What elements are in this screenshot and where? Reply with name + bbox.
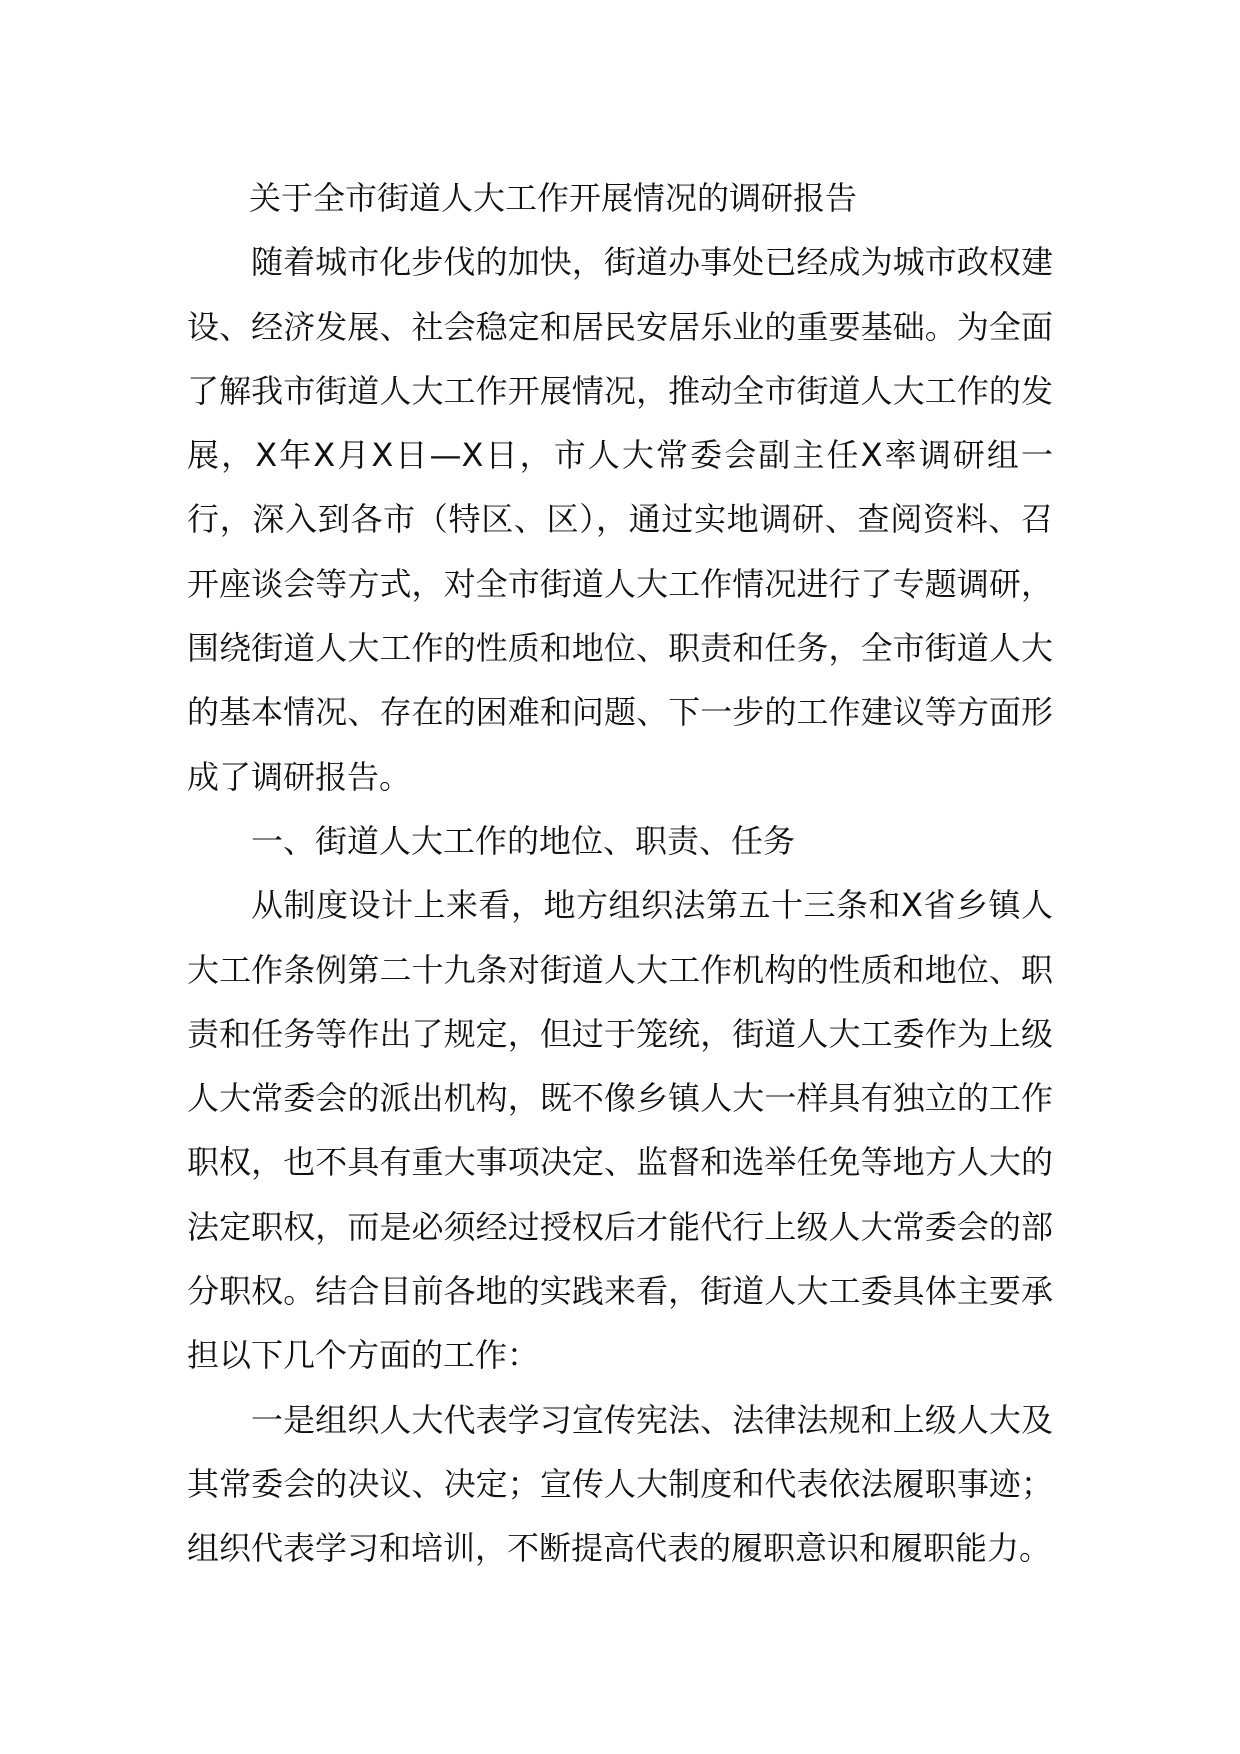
document-title: 关于全市街道人大工作开展情况的调研报告 — [249, 179, 858, 217]
paragraph-system-design: 从制度设计上来看，地方组织法第五十三条和X省乡镇人大工作条例第二十九条对街道人大工作机构的性质和地位、职责和任务等作出了规定，但过于笼统，街道人大工委作为上级人大常委会的派出机构，既不像乡镇人大一样具有独立的工作职权，也不具有重大事项决定、监督和选举任免等地方人大的法定职权，而是必须经过授权后才能代行上级人大常委会的部分职权。结合目前各地的实践来看，街道人大工委具体主要承担以下几个方面的工作： — [187, 886, 1053, 1375]
paragraph-intro: 随着城市化步伐的加快，街道办事处已经成为城市政权建设、经济发展、社会稳定和居民安居乐业的重要基础。为全面了解我市街道人大工作开展情况，推动全市街道人大工作的发展，X年X月X日—X日，市人大常委会副主任X率调研组一行，深入到各市（特区、区），通过实地调研、查阅资料、召开座谈会等方式，对全市街道人大工作情况进行了专题调研，围绕街道人大工作的性质和地位、职责和任务，全市街道人大的基本情况、存在的困难和问题、下一步的工作建议等方面形成了调研报告。 — [187, 243, 1053, 796]
paragraph-duty-1: 一是组织人大代表学习宣传宪法、法律法规和上级人大及其常委会的决议、决定；宣传人大制度和代表依法履职事迹；组织代表学习和培训，不断提高代表的履职意识和履职能力。 — [187, 1400, 1053, 1568]
section-heading-1: 一、街道人大工作的地位、职责、任务 — [251, 821, 796, 860]
document-body — [187, 166, 1053, 1581]
